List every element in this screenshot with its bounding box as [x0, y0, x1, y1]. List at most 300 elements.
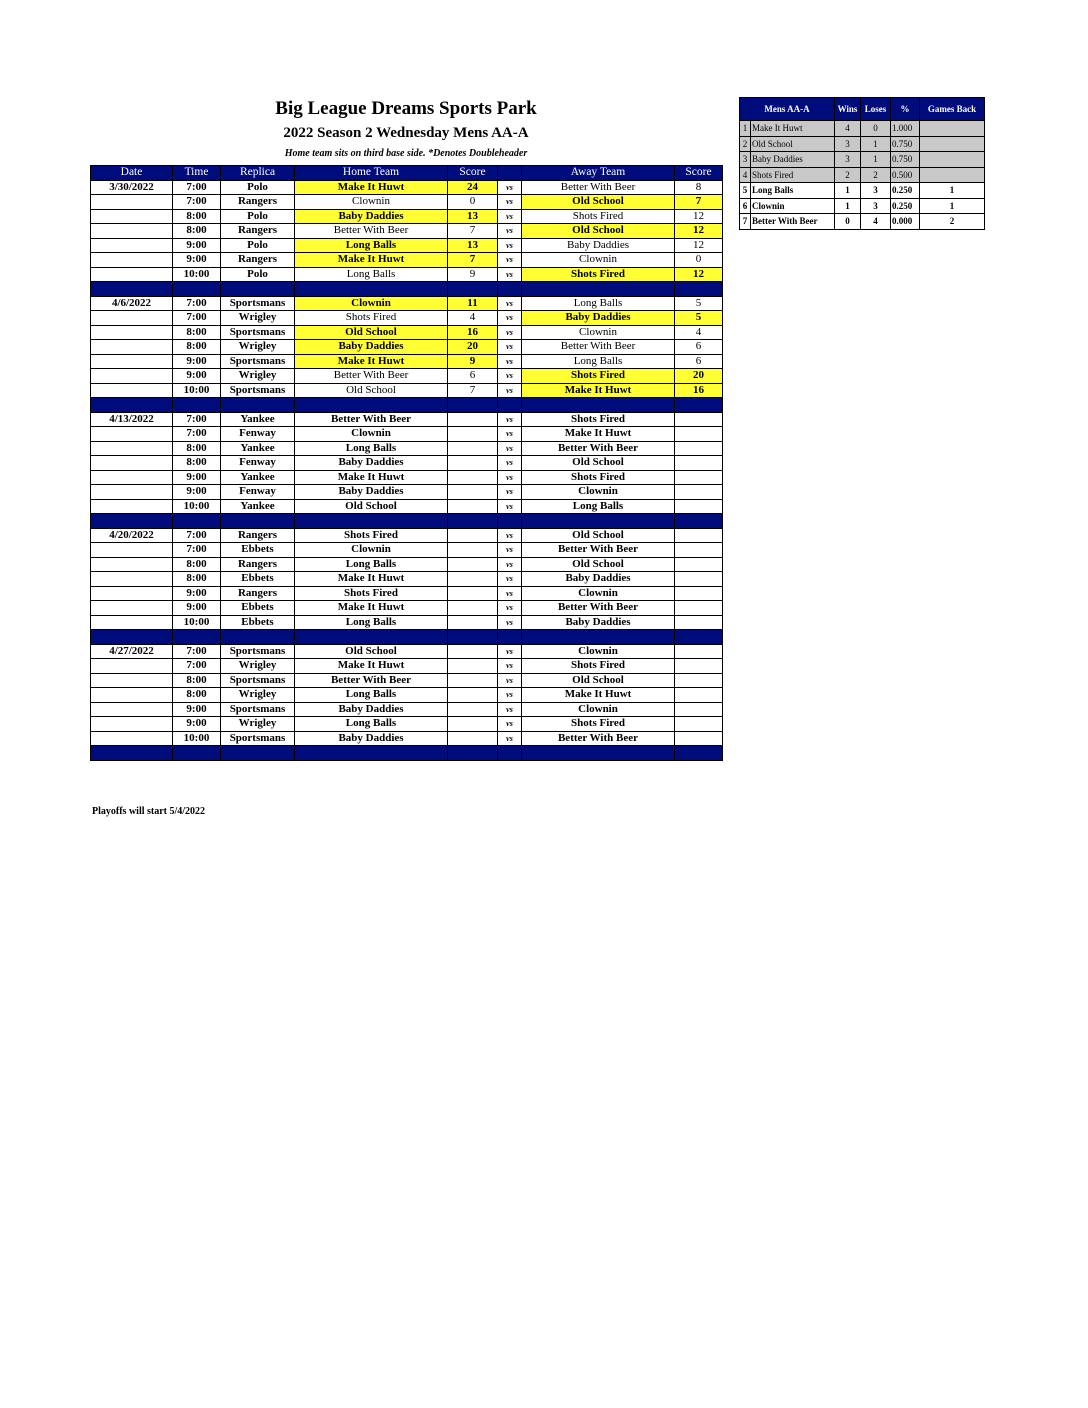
separator-cell	[675, 514, 723, 529]
away-score: 20	[675, 369, 723, 384]
vs-label: vs	[498, 369, 522, 384]
home-team: Baby Daddies	[295, 456, 448, 471]
standings-rank: 1	[740, 121, 751, 137]
week-separator	[91, 630, 723, 645]
game-field: Fenway	[221, 456, 295, 471]
separator-cell	[173, 630, 221, 645]
game-time: 8:00	[173, 224, 221, 239]
col-replica: Replica	[221, 166, 295, 181]
away-score	[675, 731, 723, 746]
game-field: Ebbets	[221, 572, 295, 587]
vs-label: vs	[498, 296, 522, 311]
away-team: Old School	[522, 224, 675, 239]
standings-loses: 4	[861, 214, 891, 230]
game-field: Fenway	[221, 427, 295, 442]
away-team: Clownin	[522, 586, 675, 601]
schedule-table	[90, 165, 723, 761]
home-team: Better With Beer	[295, 412, 448, 427]
standings-rank: 7	[740, 214, 751, 230]
game-row	[91, 717, 723, 732]
game-date: 4/6/2022	[91, 296, 173, 311]
home-team: Old School	[295, 499, 448, 514]
home-team: Long Balls	[295, 615, 448, 630]
game-date	[91, 238, 173, 253]
standings-row	[740, 136, 985, 152]
game-field: Sportsmans	[221, 644, 295, 659]
away-team: Make It Huwt	[522, 383, 675, 398]
standings-games-back: 1	[920, 198, 985, 214]
game-date: 3/30/2022	[91, 180, 173, 195]
game-field: Wrigley	[221, 717, 295, 732]
away-team: Better With Beer	[522, 340, 675, 355]
standings-wins: 1	[835, 183, 861, 199]
game-date	[91, 499, 173, 514]
away-score: 12	[675, 224, 723, 239]
home-score: 9	[448, 354, 498, 369]
away-team: Better With Beer	[522, 601, 675, 616]
away-score: 7	[675, 195, 723, 210]
col-away-team: Away Team	[522, 166, 675, 181]
away-team: Baby Daddies	[522, 615, 675, 630]
separator-cell	[221, 630, 295, 645]
away-team: Long Balls	[522, 499, 675, 514]
game-row	[91, 195, 723, 210]
home-team: Long Balls	[295, 688, 448, 703]
home-team: Make It Huwt	[295, 601, 448, 616]
game-row	[91, 731, 723, 746]
game-field: Rangers	[221, 586, 295, 601]
game-date	[91, 615, 173, 630]
game-time: 7:00	[173, 412, 221, 427]
away-score	[675, 441, 723, 456]
away-score	[675, 717, 723, 732]
standings-col-division: Mens AA-A	[740, 98, 835, 121]
game-time: 7:00	[173, 180, 221, 195]
game-time: 7:00	[173, 659, 221, 674]
away-score	[675, 557, 723, 572]
vs-label: vs	[498, 470, 522, 485]
separator-cell	[221, 514, 295, 529]
away-team: Better With Beer	[522, 441, 675, 456]
away-team: Long Balls	[522, 354, 675, 369]
separator-cell	[91, 746, 173, 761]
home-score	[448, 528, 498, 543]
game-date	[91, 572, 173, 587]
vs-label: vs	[498, 195, 522, 210]
standings-team: Make It Huwt	[751, 121, 835, 137]
away-team: Old School	[522, 195, 675, 210]
standings-rank: 2	[740, 136, 751, 152]
game-date: 4/27/2022	[91, 644, 173, 659]
vs-label: vs	[498, 615, 522, 630]
game-time: 9:00	[173, 369, 221, 384]
game-time: 8:00	[173, 441, 221, 456]
game-field: Rangers	[221, 224, 295, 239]
away-score	[675, 543, 723, 558]
home-score: 7	[448, 253, 498, 268]
game-time: 7:00	[173, 427, 221, 442]
home-score: 7	[448, 224, 498, 239]
home-team: Make It Huwt	[295, 470, 448, 485]
standings-team: Long Balls	[751, 183, 835, 199]
home-team: Long Balls	[295, 441, 448, 456]
away-team: Make It Huwt	[522, 688, 675, 703]
week-separator	[91, 746, 723, 761]
col-vs	[498, 166, 522, 181]
game-time: 8:00	[173, 557, 221, 572]
away-team: Shots Fired	[522, 267, 675, 282]
home-team: Make It Huwt	[295, 659, 448, 674]
away-team: Clownin	[522, 485, 675, 500]
game-time: 10:00	[173, 615, 221, 630]
game-field: Polo	[221, 267, 295, 282]
standings-games-back: 1	[920, 183, 985, 199]
game-date	[91, 253, 173, 268]
game-date	[91, 224, 173, 239]
game-row	[91, 253, 723, 268]
home-team: Long Balls	[295, 717, 448, 732]
away-score	[675, 528, 723, 543]
standings-wins: 1	[835, 198, 861, 214]
away-score	[675, 644, 723, 659]
home-team: Long Balls	[295, 238, 448, 253]
game-row	[91, 224, 723, 239]
game-row	[91, 296, 723, 311]
standings-wins: 3	[835, 152, 861, 168]
home-score: 13	[448, 209, 498, 224]
away-team: Baby Daddies	[522, 572, 675, 587]
vs-label: vs	[498, 383, 522, 398]
vs-label: vs	[498, 427, 522, 442]
home-team: Better With Beer	[295, 673, 448, 688]
separator-cell	[448, 746, 498, 761]
col-away-score: Score	[675, 166, 723, 181]
game-time: 8:00	[173, 340, 221, 355]
game-time: 7:00	[173, 195, 221, 210]
game-date	[91, 673, 173, 688]
separator-cell	[498, 398, 522, 413]
col-home-team: Home Team	[295, 166, 448, 181]
game-field: Fenway	[221, 485, 295, 500]
vs-label: vs	[498, 731, 522, 746]
footer-note: Playoffs will start 5/4/2022	[92, 806, 206, 817]
vs-label: vs	[498, 311, 522, 326]
game-time: 9:00	[173, 601, 221, 616]
game-row	[91, 688, 723, 703]
separator-cell	[295, 746, 448, 761]
game-time: 7:00	[173, 644, 221, 659]
home-score: 7	[448, 383, 498, 398]
home-score: 9	[448, 267, 498, 282]
game-row	[91, 267, 723, 282]
week-separator	[91, 398, 723, 413]
standings-games-back	[920, 167, 985, 183]
away-team: Baby Daddies	[522, 311, 675, 326]
away-team: Clownin	[522, 702, 675, 717]
game-time: 7:00	[173, 543, 221, 558]
vs-label: vs	[498, 528, 522, 543]
game-time: 8:00	[173, 673, 221, 688]
home-team: Make It Huwt	[295, 180, 448, 195]
game-field: Wrigley	[221, 369, 295, 384]
game-row	[91, 485, 723, 500]
standings-team: Old School	[751, 136, 835, 152]
game-time: 9:00	[173, 354, 221, 369]
game-date	[91, 441, 173, 456]
separator-cell	[173, 746, 221, 761]
vs-label: vs	[498, 441, 522, 456]
standings-loses: 2	[861, 167, 891, 183]
col-home-score: Score	[448, 166, 498, 181]
standings-games-back	[920, 121, 985, 137]
separator-cell	[448, 630, 498, 645]
game-row	[91, 383, 723, 398]
away-score	[675, 586, 723, 601]
game-time: 9:00	[173, 702, 221, 717]
away-team: Clownin	[522, 644, 675, 659]
away-score	[675, 412, 723, 427]
game-field: Sportsmans	[221, 354, 295, 369]
game-time: 9:00	[173, 470, 221, 485]
home-team: Make It Huwt	[295, 572, 448, 587]
separator-cell	[221, 746, 295, 761]
home-score	[448, 427, 498, 442]
away-score	[675, 673, 723, 688]
page-subtitle: 2022 Season 2 Wednesday Mens AA-A	[283, 125, 529, 141]
standings-team: Baby Daddies	[751, 152, 835, 168]
away-team: Old School	[522, 557, 675, 572]
game-row	[91, 311, 723, 326]
home-score	[448, 673, 498, 688]
standings-games-back	[920, 136, 985, 152]
game-field: Rangers	[221, 528, 295, 543]
home-score: 20	[448, 340, 498, 355]
home-team: Old School	[295, 325, 448, 340]
game-row	[91, 601, 723, 616]
game-time: 7:00	[173, 296, 221, 311]
standings-body	[740, 121, 985, 230]
separator-cell	[448, 514, 498, 529]
standings-row	[740, 121, 985, 137]
game-time: 10:00	[173, 383, 221, 398]
away-score	[675, 470, 723, 485]
game-date	[91, 485, 173, 500]
game-row	[91, 673, 723, 688]
game-time: 8:00	[173, 456, 221, 471]
separator-cell	[295, 514, 448, 529]
home-team: Shots Fired	[295, 586, 448, 601]
home-score	[448, 485, 498, 500]
game-time: 9:00	[173, 253, 221, 268]
game-row	[91, 180, 723, 195]
away-team: Shots Fired	[522, 369, 675, 384]
home-score	[448, 644, 498, 659]
game-row	[91, 354, 723, 369]
game-date	[91, 731, 173, 746]
vs-label: vs	[498, 688, 522, 703]
vs-label: vs	[498, 485, 522, 500]
vs-label: vs	[498, 644, 522, 659]
separator-cell	[498, 630, 522, 645]
vs-label: vs	[498, 673, 522, 688]
game-date	[91, 267, 173, 282]
away-score: 16	[675, 383, 723, 398]
away-score: 5	[675, 311, 723, 326]
standings-loses: 1	[861, 152, 891, 168]
game-date	[91, 659, 173, 674]
game-field: Yankee	[221, 412, 295, 427]
page-note: Home team sits on third base side. *Denotes Doubleheader	[284, 148, 528, 159]
game-field: Wrigley	[221, 340, 295, 355]
away-team: Shots Fired	[522, 209, 675, 224]
away-team: Better With Beer	[522, 731, 675, 746]
away-score: 5	[675, 296, 723, 311]
game-time: 8:00	[173, 209, 221, 224]
separator-cell	[498, 282, 522, 297]
game-date	[91, 586, 173, 601]
home-team: Better With Beer	[295, 369, 448, 384]
separator-cell	[522, 282, 675, 297]
vs-label: vs	[498, 543, 522, 558]
game-row	[91, 238, 723, 253]
away-score	[675, 572, 723, 587]
game-date	[91, 456, 173, 471]
home-team: Shots Fired	[295, 311, 448, 326]
standings-rank: 5	[740, 183, 751, 199]
separator-cell	[295, 282, 448, 297]
game-time: 10:00	[173, 499, 221, 514]
game-field: Sportsmans	[221, 296, 295, 311]
game-row	[91, 412, 723, 427]
separator-cell	[448, 282, 498, 297]
home-score	[448, 456, 498, 471]
standings-wins: 4	[835, 121, 861, 137]
separator-cell	[675, 630, 723, 645]
home-team: Old School	[295, 383, 448, 398]
home-team: Clownin	[295, 427, 448, 442]
separator-cell	[91, 282, 173, 297]
home-team: Baby Daddies	[295, 731, 448, 746]
standings-team: Clownin	[751, 198, 835, 214]
separator-cell	[675, 282, 723, 297]
standings-row	[740, 167, 985, 183]
standings-loses: 3	[861, 198, 891, 214]
home-score	[448, 412, 498, 427]
home-score	[448, 557, 498, 572]
separator-cell	[522, 630, 675, 645]
col-date: Date	[91, 166, 173, 181]
away-score	[675, 427, 723, 442]
game-row	[91, 644, 723, 659]
away-score: 4	[675, 325, 723, 340]
game-time: 10:00	[173, 731, 221, 746]
game-date	[91, 340, 173, 355]
game-row	[91, 499, 723, 514]
vs-label: vs	[498, 499, 522, 514]
vs-label: vs	[498, 209, 522, 224]
home-team: Clownin	[295, 543, 448, 558]
separator-cell	[295, 398, 448, 413]
game-field: Wrigley	[221, 659, 295, 674]
game-row	[91, 441, 723, 456]
away-team: Shots Fired	[522, 659, 675, 674]
game-field: Sportsmans	[221, 383, 295, 398]
away-score	[675, 485, 723, 500]
home-score	[448, 702, 498, 717]
game-time: 7:00	[173, 528, 221, 543]
game-date	[91, 717, 173, 732]
away-team: Clownin	[522, 325, 675, 340]
game-field: Sportsmans	[221, 702, 295, 717]
vs-label: vs	[498, 354, 522, 369]
game-row	[91, 557, 723, 572]
home-team: Clownin	[295, 296, 448, 311]
home-team: Baby Daddies	[295, 209, 448, 224]
week-separator	[91, 282, 723, 297]
game-row	[91, 572, 723, 587]
game-time: 9:00	[173, 485, 221, 500]
standings-pct: 0.750	[891, 136, 920, 152]
game-time: 9:00	[173, 238, 221, 253]
game-date	[91, 601, 173, 616]
game-row	[91, 528, 723, 543]
game-date	[91, 325, 173, 340]
home-team: Long Balls	[295, 557, 448, 572]
standings-pct: 0.250	[891, 183, 920, 199]
away-team: Old School	[522, 673, 675, 688]
separator-cell	[173, 514, 221, 529]
home-score: 16	[448, 325, 498, 340]
game-date	[91, 311, 173, 326]
game-date	[91, 470, 173, 485]
separator-cell	[221, 282, 295, 297]
home-score	[448, 615, 498, 630]
home-score: 24	[448, 180, 498, 195]
vs-label: vs	[498, 717, 522, 732]
game-date: 4/20/2022	[91, 528, 173, 543]
home-team: Clownin	[295, 195, 448, 210]
away-score	[675, 702, 723, 717]
game-field: Polo	[221, 180, 295, 195]
home-team: Make It Huwt	[295, 253, 448, 268]
standings-row	[740, 214, 985, 230]
away-score	[675, 615, 723, 630]
standings-row	[740, 152, 985, 168]
vs-label: vs	[498, 224, 522, 239]
separator-cell	[498, 514, 522, 529]
standings-wins: 3	[835, 136, 861, 152]
standings-pct: 0.750	[891, 152, 920, 168]
vs-label: vs	[498, 325, 522, 340]
standings-loses: 1	[861, 136, 891, 152]
game-time: 10:00	[173, 267, 221, 282]
home-team: Baby Daddies	[295, 485, 448, 500]
away-team: Shots Fired	[522, 412, 675, 427]
game-field: Ebbets	[221, 543, 295, 558]
vs-label: vs	[498, 702, 522, 717]
separator-cell	[221, 398, 295, 413]
game-field: Yankee	[221, 441, 295, 456]
standings-col-games-back: Games Back	[920, 98, 985, 121]
separator-cell	[522, 746, 675, 761]
game-row	[91, 659, 723, 674]
away-score: 12	[675, 267, 723, 282]
game-date	[91, 383, 173, 398]
standings-pct: 0.250	[891, 198, 920, 214]
game-row	[91, 615, 723, 630]
vs-label: vs	[498, 180, 522, 195]
vs-label: vs	[498, 572, 522, 587]
